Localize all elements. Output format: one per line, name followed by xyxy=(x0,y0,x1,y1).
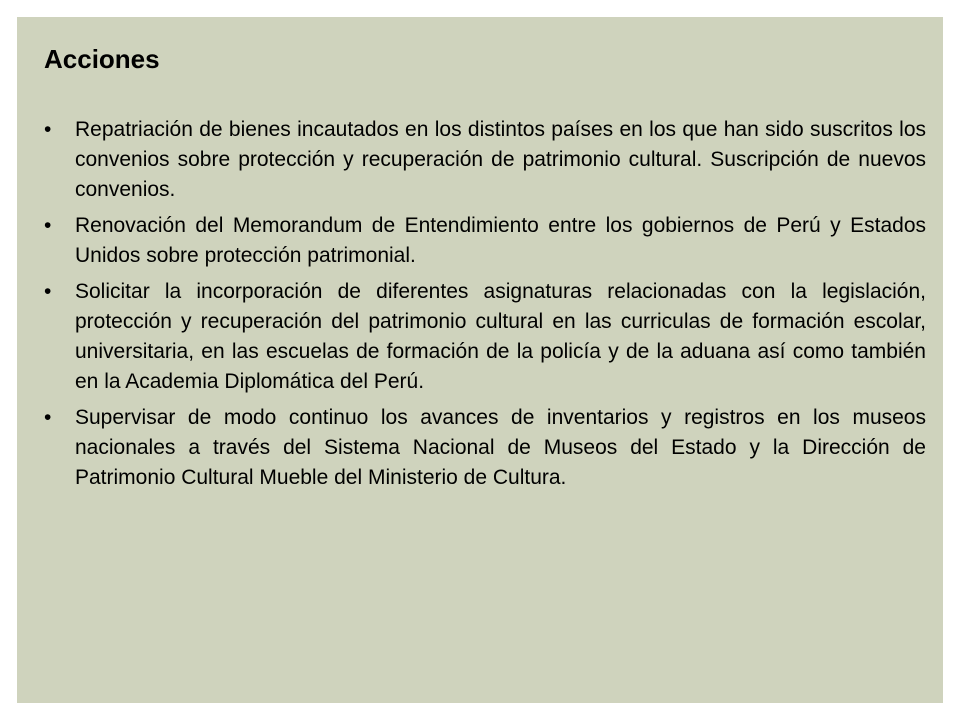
list-item xyxy=(44,115,926,205)
list-item xyxy=(44,277,926,397)
list-item xyxy=(44,403,926,493)
bullet-icon: • xyxy=(44,214,52,237)
slide-title: Acciones xyxy=(44,44,160,74)
bullet-list xyxy=(44,115,926,493)
bullet-icon: • xyxy=(44,406,52,429)
slide-panel xyxy=(17,17,943,703)
list-item-text: Renovación del Memorandum de Entendimiento entre los gobiernos de Perú y Estados Unidos sobre protección patrimonial. xyxy=(75,214,926,267)
list-item-text: Supervisar de modo continuo los avances de inventarios y registros en los museos nacionales a través del Sistema Nacional de Museos del Estado y la Dirección de Patrimonio Cultural Mueble del Ministerio de Cultura. xyxy=(75,406,926,489)
list-item-text: Repatriación de bienes incautados en los distintos países en los que han sido suscritos los convenios sobre protección y recuperación de patrimonio cultural. Suscripción de nuevos convenios. xyxy=(75,118,926,201)
bullet-icon: • xyxy=(44,280,52,303)
bullet-icon: • xyxy=(44,118,52,141)
list-item-text: Solicitar la incorporación de diferentes asignaturas relacionadas con la legislación, protección y recuperación del patrimonio cultural en las curriculas de formación escolar, universitaria, en las escuelas de formación de la policía y de la aduana así como también en la Academia Diplomática del Perú. xyxy=(75,280,926,393)
list-item xyxy=(44,211,926,271)
